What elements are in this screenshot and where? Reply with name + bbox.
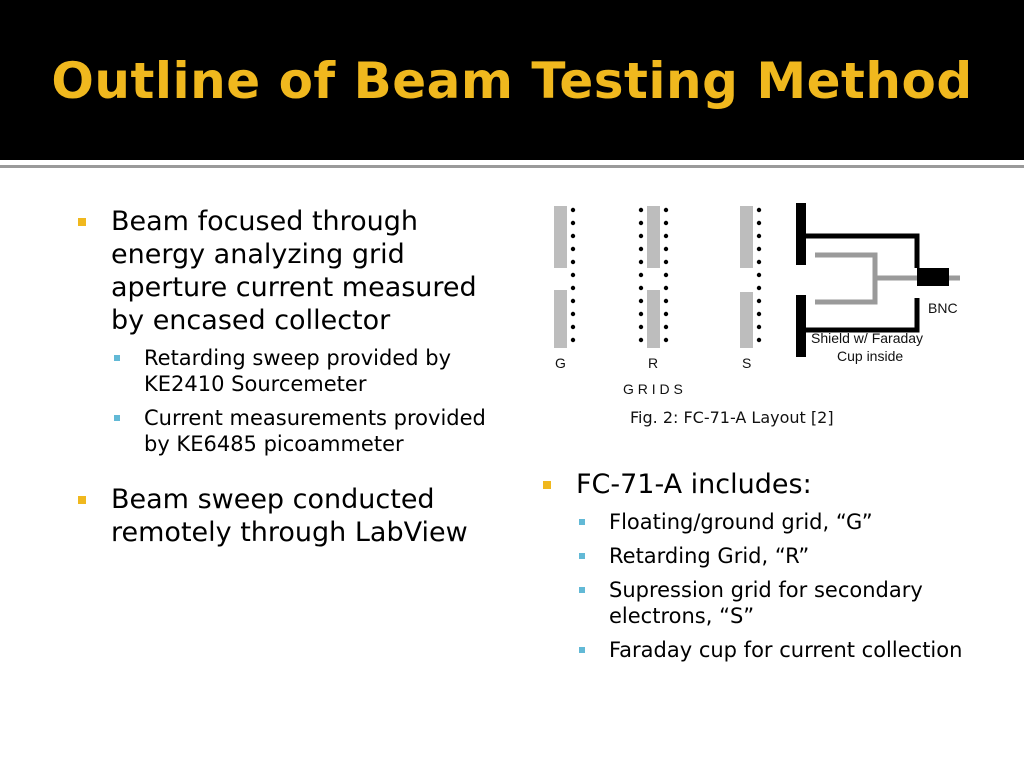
shield-label-line2: Cup inside: [837, 348, 904, 364]
sub-bullet-list: [111, 345, 506, 457]
grid-r-upper-plate: [647, 206, 660, 268]
bullet-text: Beam focused through energy analyzing grid aperture current measured by encased collector: [111, 206, 477, 336]
slide-title: Outline of Beam Testing Method: [51, 52, 973, 110]
title-bar: [0, 0, 1024, 160]
divider-line-grey: [0, 165, 1024, 168]
bullet-text: FC-71-A includes:: [576, 469, 812, 500]
sub-bullet-item: Faraday cup for current collection: [576, 637, 981, 663]
grid-s-upper-plate: [740, 206, 753, 268]
left-bullet-list: [76, 205, 506, 575]
grid-g-upper-plate: [554, 206, 567, 268]
grids-label: G R I D S: [623, 381, 683, 397]
sub-bullet-item: Current measurements provided by KE6485 picoammeter: [111, 405, 506, 457]
bnc-label: BNC: [928, 300, 958, 316]
grid-s-dots: [757, 208, 761, 342]
grid-g-lower-plate: [554, 290, 567, 348]
grid-g-dots: [571, 208, 575, 342]
bullet-fc71a-includes: [541, 468, 981, 663]
sub-bullet-list: [576, 509, 981, 663]
shield-label-line1: Shield w/ Faraday: [811, 330, 924, 346]
figure-caption: Fig. 2: FC-71-A Layout [2]: [630, 408, 834, 427]
divider-line: [0, 160, 1024, 163]
grid-label-s: S: [742, 355, 752, 371]
right-bullet-list: [541, 468, 981, 689]
bullet-beam-sweep: [76, 483, 506, 549]
sub-bullet-item: Retarding sweep provided by KE2410 Sourcemeter: [111, 345, 506, 397]
bullet-beam-focused: [76, 205, 506, 457]
grid-s-lower-plate: [740, 292, 753, 348]
grid-label-r: R: [648, 355, 659, 371]
grid-r-lower-plate: [647, 290, 660, 348]
bullet-text: Beam sweep conducted remotely through LabView: [111, 484, 468, 548]
sub-bullet-item: Retarding Grid, “R”: [576, 543, 981, 569]
grid-label-g: G: [555, 355, 566, 371]
fc71a-layout-diagram: [545, 198, 965, 403]
sub-bullet-item: Supression grid for secondary electrons, “S”: [576, 577, 981, 629]
sub-bullet-item: Floating/ground grid, “G”: [576, 509, 981, 535]
